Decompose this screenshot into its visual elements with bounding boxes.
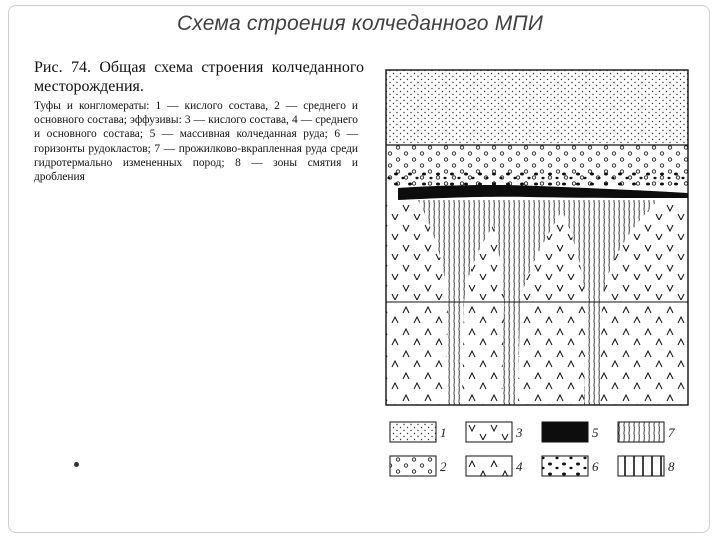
deposit-cross-section-diagram [378, 60, 696, 480]
layer-basic-effusives [386, 302, 688, 405]
figure-caption-title: Рис. 74. Общая схема строения колчеданного месторождения. [34, 59, 364, 95]
legend-swatch-3 [466, 422, 512, 442]
figure-caption-body: Туфы и конгломераты: 1 — кислого состава, 2 — среднего и основного состава; эффузивы: 3 — кислого состава, 4 — среднего и основного состава; 5 — массивная колчеданная руда; 6 — горизонты рудокластов; 7 — прожилково-вкрапленная руда среди гидротермально измененных пород; 8 — зоны смятия и дробления [34, 100, 358, 184]
legend-label-2: 2 [440, 459, 447, 474]
legend-swatch-5 [542, 422, 588, 442]
layer-acid-tuffs [386, 70, 688, 145]
legend-label-6: 6 [592, 459, 599, 474]
legend-label-3: 3 [516, 425, 523, 440]
legend-label-5: 5 [592, 425, 599, 440]
slide-title: Схема строения колчеданного МПИ [176, 12, 544, 35]
massive-ore-lens [398, 185, 688, 200]
legend [390, 422, 675, 476]
legend-swatch-8 [618, 456, 664, 476]
legend-swatch-2 [390, 456, 436, 476]
stray-mark [74, 462, 79, 467]
legend-label-7: 7 [668, 425, 675, 440]
legend-swatch-6 [542, 456, 588, 476]
legend-swatch-4 [466, 456, 512, 476]
legend-label-1: 1 [440, 425, 447, 440]
ore-clast-horizon [386, 172, 688, 186]
legend-swatch-7 [618, 422, 664, 442]
legend-label-8: 8 [668, 459, 675, 474]
legend-label-4: 4 [516, 459, 523, 474]
legend-swatch-1 [390, 422, 436, 442]
